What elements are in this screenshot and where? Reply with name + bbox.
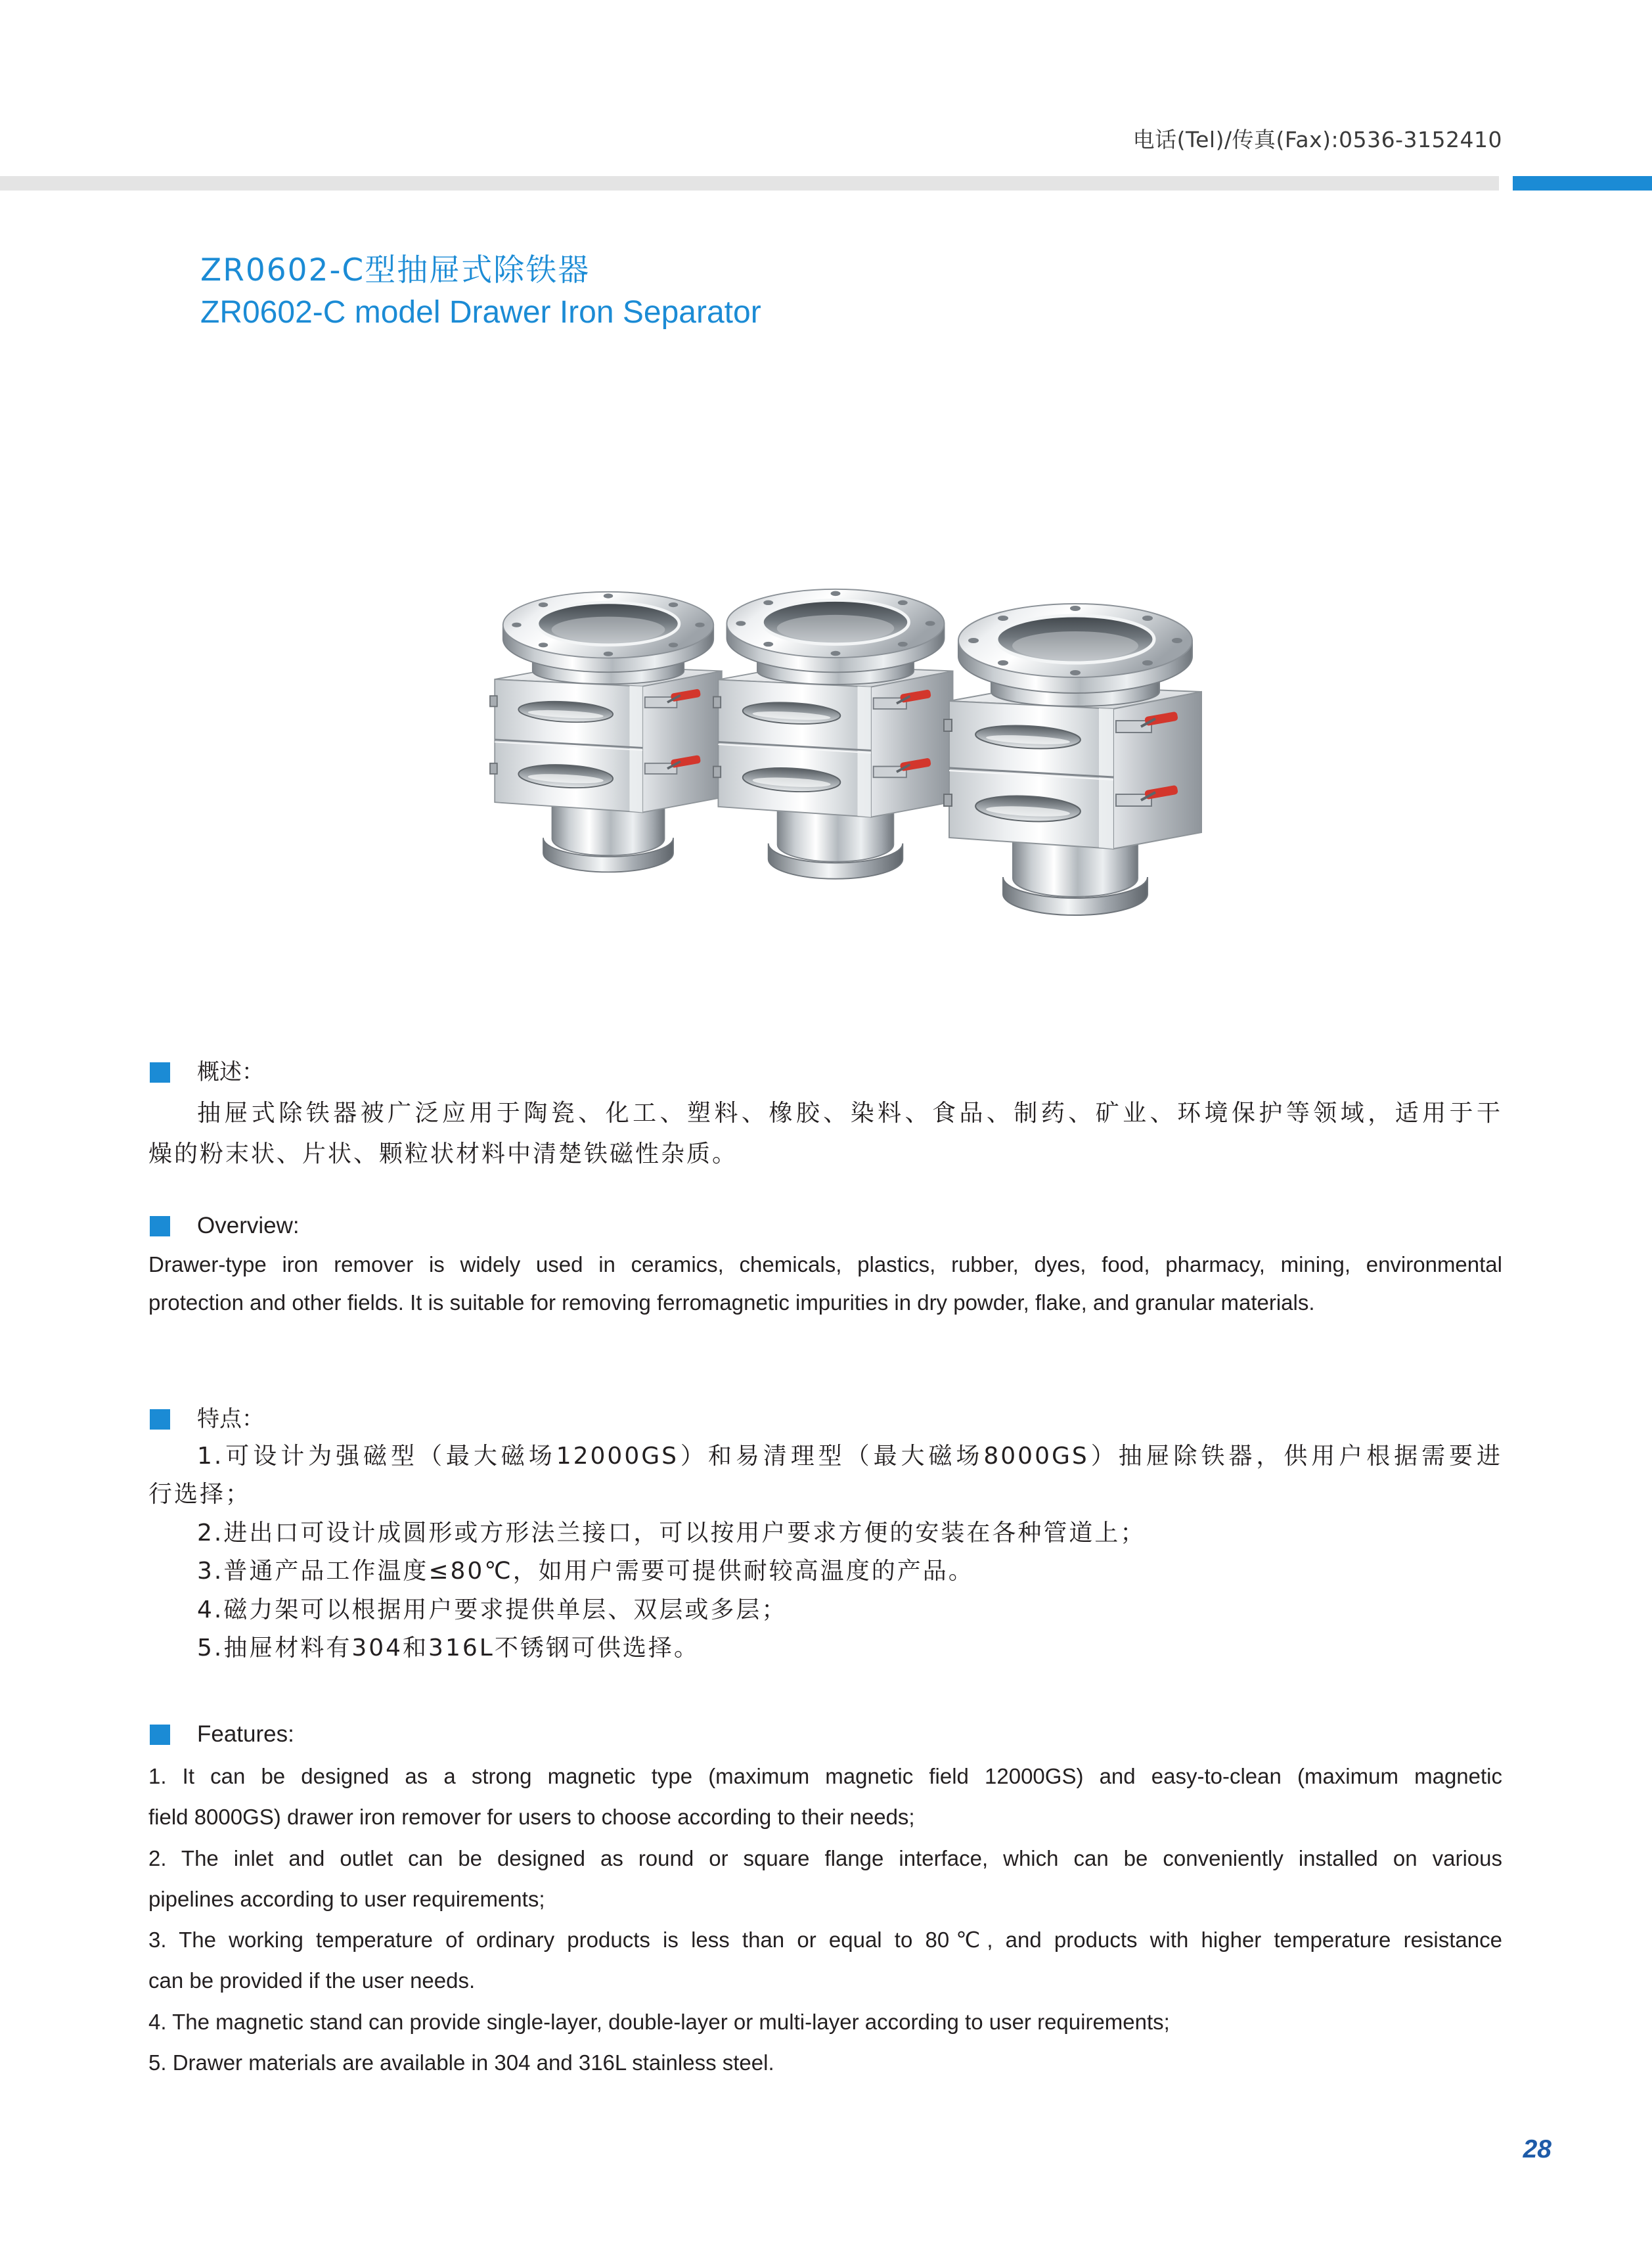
feature-line: 5.抽屉材料有304和316L不锈钢可供选择。 [197,1635,700,1662]
feature-line: field 8000GS) drawer iron remover for users to choose according to their needs; [148,1805,915,1830]
section-bullet-square [150,1725,170,1745]
product-title-cn: ZR0602-C型抽屉式除铁器 [200,252,591,288]
separator-unit-middle [713,589,953,879]
separator-unit-left [490,592,722,872]
feature-line: 5. Drawer materials are available in 304 and 316L stainless steel. [148,2050,774,2075]
section-heading-text: Features: [197,1721,294,1747]
overview-cn-paragraph [148,1093,1502,1175]
paragraph-line: protection and other fields. It is suitable for removing ferromagnetic impurities in dry powder, flake, and granular materials. [148,1290,1315,1315]
section-heading-text: Overview: [197,1213,300,1238]
paragraph-line: Drawer-type iron remover is widely used in ceramics, chemicals, plastics, rubber, dyes, food, pharmacy, mining, environmental [148,1252,1502,1276]
feature-line: 1.可设计为强磁型（最大磁场12000GS）和易清理型（最大磁场8000GS）抽屉除铁器，供用户根据需要进 [197,1443,1502,1470]
section-heading-overview-cn [150,1059,264,1085]
section-heading-features-en [150,1721,294,1748]
section-heading-overview-en [150,1213,300,1239]
section-heading-text: 特点： [197,1406,264,1432]
paragraph-line: 燥的粉末状、片状、颗粒状材料中清楚铁磁性杂质。 [148,1140,738,1167]
feature-line: 1. It can be designed as a strong magnetic type (maximum magnetic field 12000GS) and easy-to-clean (maximum magnetic [148,1764,1502,1788]
feature-line: 4.磁力架可以根据用户要求提供单层、双层或多层； [197,1596,788,1623]
product-photo [489,588,1212,916]
section-heading-text: 概述： [197,1059,264,1085]
feature-line: pipelines according to user requirements; [148,1886,545,1911]
section-bullet-square [150,1062,170,1083]
overview-en-paragraph [148,1246,1502,1322]
features-en-list [148,1756,1502,2083]
paragraph-line: 抽屉式除铁器被广泛应用于陶瓷、化工、塑料、橡胶、染料、食品、制药、矿业、环境保护等领域，适用于干 [197,1100,1502,1127]
feature-line: 4. The magnetic stand can provide single-layer, double-layer or multi-layer according to user requirements; [148,2009,1170,2034]
header-divider-gray [0,176,1499,191]
page-number: 28 [1523,2135,1552,2163]
contact-phone-fax: 电话(Tel)/传真(Fax):0536-3152410 [1132,127,1502,152]
section-bullet-square [150,1409,170,1430]
feature-line: 3.普通产品工作温度≤80℃，如用户需要可提供耐较高温度的产品。 [197,1558,974,1585]
feature-line: 3. The working temperature of ordinary products is less than or equal to 80℃, and products with higher temperature resistance [148,1928,1502,1953]
section-bullet-square [150,1216,170,1236]
section-heading-features-cn [150,1406,264,1432]
feature-line: 2. The inlet and outlet can be designed as round or square flange interface, which can be conveniently installed on various [148,1845,1502,1870]
feature-line: 行选择； [148,1481,252,1508]
product-title-en: ZR0602-C model Drawer Iron Separator [200,295,761,330]
header-divider-accent [1513,176,1652,191]
feature-line: can be provided if the user needs. [148,1968,476,1993]
separator-unit-right [944,604,1201,915]
feature-line: 2.进出口可设计成圆形或方形法兰接口，可以按用户要求方便的安装在各种管道上； [197,1519,1146,1547]
features-cn-list [148,1437,1502,1667]
